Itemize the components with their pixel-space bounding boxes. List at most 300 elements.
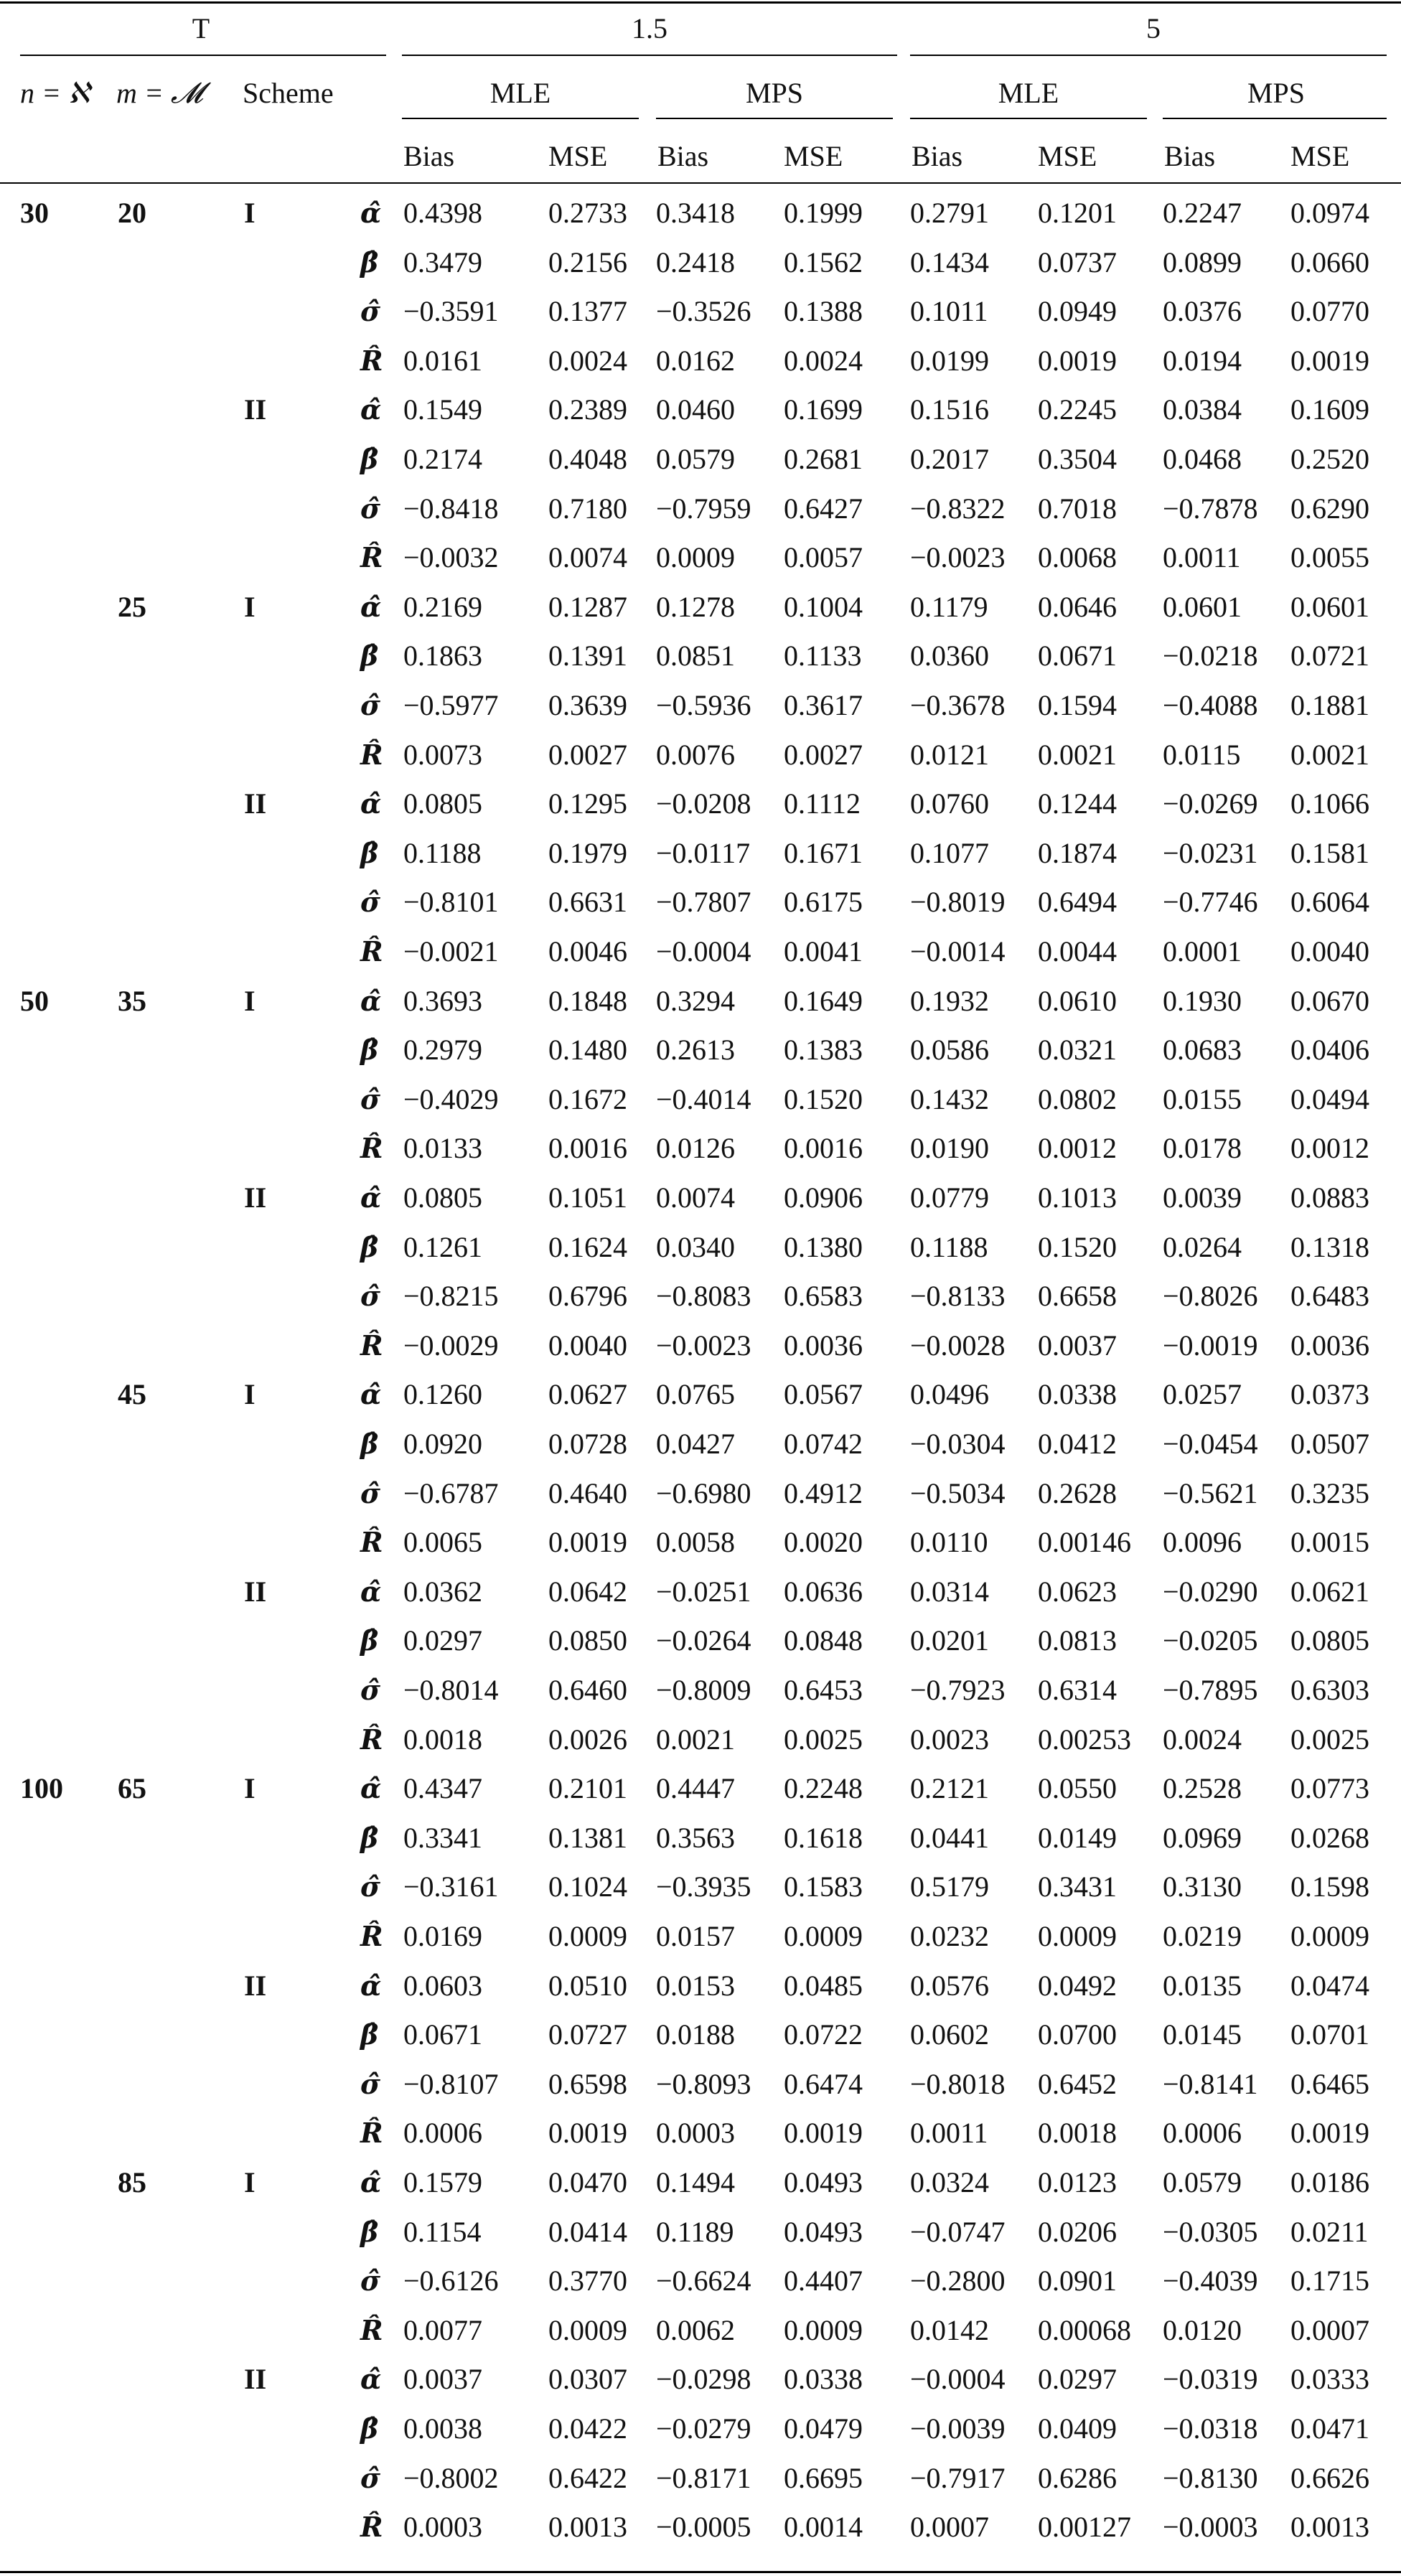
value-cell: −0.8002 [403,2461,499,2494]
value-cell: 0.0384 [1163,393,1242,426]
value-cell: −0.8215 [403,1280,499,1313]
value-cell: 0.0646 [1038,590,1117,623]
value-cell: 0.0338 [784,2363,863,2396]
value-cell: 0.0161 [403,344,482,377]
value-cell: −0.8014 [403,1674,499,1706]
value-cell: −0.0004 [910,2363,1006,2396]
value-cell: 0.1549 [403,393,482,426]
value-cell: −0.7878 [1163,492,1258,525]
value-cell: 0.1244 [1038,787,1117,820]
value-cell: −0.0023 [656,1329,751,1362]
value-cell: 0.0021 [656,1723,735,1756]
scheme-label: I [244,984,256,1017]
header-t-value-1: 1.5 [632,12,667,45]
value-cell: 0.0038 [403,2412,482,2445]
value-cell: 0.0015 [1290,1526,1369,1559]
value-cell: 0.0074 [548,541,627,574]
value-cell: 0.1624 [548,1230,627,1263]
scheme-label: II [244,1181,267,1214]
value-cell: 0.1598 [1290,1870,1369,1903]
value-cell: −0.3161 [403,1870,499,1903]
value-cell: 0.2169 [403,590,482,623]
value-cell: 0.0920 [403,1428,482,1460]
value-cell: 0.0110 [910,1526,988,1559]
value-cell: −0.0305 [1163,2215,1258,2248]
value-cell: 0.0145 [1163,2018,1242,2051]
parameter-symbol: α̂ [360,1575,382,1608]
value-cell: 0.1609 [1290,393,1369,426]
value-cell: 0.6175 [784,886,863,919]
value-cell: 0.6474 [784,2067,863,2100]
value-cell: 0.1004 [784,590,863,623]
parameter-symbol: R̂ [360,738,383,771]
parameter-symbol: σ̂ [360,1082,381,1115]
value-cell: 0.1388 [784,295,863,328]
value-cell: 0.0206 [1038,2215,1117,2248]
sample-size-m: 20 [118,197,146,229]
value-cell: 0.0019 [784,2117,863,2150]
value-cell: 0.0012 [1290,1132,1369,1165]
value-cell: 0.0009 [548,1920,627,1952]
value-cell: 0.0057 [784,541,863,574]
parameter-symbol: α̂ [360,787,382,820]
value-cell: 0.0360 [910,640,989,673]
value-cell: 0.0969 [1163,1821,1242,1854]
value-cell: 0.0121 [910,738,989,771]
value-cell: 0.1594 [1038,689,1117,721]
value-cell: 0.0373 [1290,1378,1369,1411]
value-cell: 0.0362 [403,1575,482,1608]
value-cell: 0.0493 [784,2215,863,2248]
value-cell: −0.0205 [1163,1624,1258,1657]
value-cell: 0.0623 [1038,1575,1117,1608]
header-t-value-2: 5 [1146,12,1161,45]
header-m-label: m = 𝓜 [116,77,203,109]
value-cell: 0.2248 [784,1772,863,1805]
value-cell: 0.2628 [1038,1476,1117,1509]
value-cell: 0.0011 [910,2117,988,2150]
value-cell: 0.0406 [1290,1034,1369,1067]
value-cell: 0.6064 [1290,886,1369,919]
value-cell: 0.0737 [1038,245,1117,278]
value-cell: 0.3294 [656,984,735,1017]
value-cell: −0.3678 [910,689,1006,721]
parameter-symbol: σ̂ [360,295,381,328]
parameter-symbol: α̂ [360,984,382,1017]
value-cell: −0.0318 [1163,2412,1258,2445]
value-cell: 0.0027 [548,738,627,771]
parameter-symbol: R̂ [360,2117,383,2150]
value-cell: 0.0009 [1290,1920,1369,1952]
value-cell: −0.4029 [403,1082,499,1115]
value-cell: 0.0601 [1290,590,1369,623]
value-cell: 0.1863 [403,640,482,673]
value-cell: 0.0019 [548,2117,627,2150]
metric-7: Bias [1164,140,1216,172]
value-cell: 0.3341 [403,1821,482,1854]
value-cell: −0.5936 [656,689,751,721]
value-cell: 0.3563 [656,1821,735,1854]
header-method-1: MLE [489,77,551,109]
value-cell: 0.3617 [784,689,863,721]
value-cell: −0.0117 [656,836,751,869]
value-cell: 0.6286 [1038,2461,1117,2494]
value-cell: 0.6290 [1290,492,1369,525]
sample-size-m: 45 [118,1378,146,1411]
value-cell: 0.0805 [403,1181,482,1214]
header-method-4: MPS [1247,77,1306,109]
parameter-symbol: R̂ [360,1329,383,1362]
parameter-symbol: β̂ [360,1034,379,1067]
value-cell: 0.6658 [1038,1280,1117,1313]
value-cell: −0.8026 [1163,1280,1258,1313]
value-cell: 0.6598 [548,2067,627,2100]
scheme-label: I [244,590,256,623]
value-cell: −0.0005 [656,2511,751,2544]
value-cell: 0.1671 [784,836,863,869]
parameter-symbol: β̂ [360,640,379,673]
value-cell: 0.2613 [656,1034,735,1067]
value-cell: 0.0077 [403,2313,482,2346]
sample-size-n: 30 [20,197,49,229]
value-cell: −0.6624 [656,2264,751,2298]
value-cell: 0.6452 [1038,2067,1117,2100]
value-cell: 0.0199 [910,344,989,377]
value-cell: 0.00068 [1038,2313,1131,2346]
value-cell: 0.1999 [784,197,863,229]
metric-4: MSE [784,140,843,172]
value-cell: 0.0046 [548,935,627,968]
value-cell: 0.2174 [403,443,482,475]
value-cell: −0.0264 [656,1624,751,1657]
value-cell: −0.0019 [1163,1329,1258,1362]
value-cell: 0.0024 [1163,1723,1242,1756]
metric-5: Bias [912,140,963,172]
value-cell: 0.0492 [1038,1969,1117,2002]
value-cell: 0.0802 [1038,1082,1117,1115]
header-n-label: n = ℵ [20,77,90,109]
header-method-2: MPS [745,77,804,109]
value-cell: 0.0012 [1038,1132,1117,1165]
value-cell: −0.0304 [910,1428,1006,1460]
value-cell: 0.0899 [1163,245,1242,278]
value-cell: 0.0211 [1290,2215,1369,2248]
parameter-symbol: R̂ [360,2313,383,2346]
value-cell: 0.4347 [403,1772,482,1805]
parameter-symbol: α̂ [360,2166,382,2198]
value-cell: 0.0186 [1290,2166,1369,2198]
parameter-symbol: σ̂ [360,2067,381,2100]
value-cell: 0.0460 [656,393,735,426]
value-cell: 0.0333 [1290,2363,1369,2396]
value-cell: 0.0190 [910,1132,989,1165]
value-cell: 0.1494 [656,2166,735,2198]
value-cell: 0.6483 [1290,1280,1369,1313]
value-cell: 0.6796 [548,1280,627,1313]
value-cell: 0.0701 [1290,2018,1369,2051]
value-cell: 0.0149 [1038,1821,1117,1854]
value-cell: −0.0032 [403,541,499,574]
value-cell: −0.8171 [656,2461,751,2494]
scheme-label: II [244,787,267,820]
value-cell: 0.1381 [548,1821,627,1854]
value-cell: 0.0041 [784,935,863,968]
value-cell: 0.1432 [910,1082,989,1115]
parameter-symbol: σ̂ [360,689,381,721]
value-cell: 0.2520 [1290,443,1369,475]
value-cell: 0.0728 [548,1428,627,1460]
value-cell: −0.0218 [1163,640,1258,673]
parameter-symbol: α̂ [360,1772,382,1805]
value-cell: 0.1874 [1038,836,1117,869]
value-cell: −0.7923 [910,1674,1006,1706]
value-cell: 0.1583 [784,1870,863,1903]
value-cell: −0.0023 [910,541,1006,574]
value-cell: 0.0721 [1290,640,1369,673]
value-cell: 0.1699 [784,393,863,426]
value-cell: −0.8130 [1163,2461,1258,2494]
value-cell: 0.1189 [656,2215,734,2248]
value-cell: 0.0422 [548,2412,627,2445]
value-cell: 0.0009 [548,2313,627,2346]
value-cell: −0.0454 [1163,1428,1258,1460]
value-cell: −0.4014 [656,1082,751,1115]
value-cell: 0.1011 [910,295,988,328]
value-cell: 0.4407 [784,2264,863,2298]
value-cell: 0.0470 [548,2166,627,2198]
value-cell: −0.8018 [910,2067,1006,2100]
parameter-symbol: α̂ [360,197,382,229]
value-cell: 0.0949 [1038,295,1117,328]
value-cell: 0.0096 [1163,1526,1242,1559]
scheme-label: II [244,1969,267,2002]
value-cell: 0.0007 [1290,2313,1369,2346]
value-cell: 0.0901 [1038,2264,1117,2298]
parameter-symbol: σ̂ [360,492,381,525]
value-cell: 0.6631 [548,886,627,919]
value-cell: 0.1579 [403,2166,482,2198]
value-cell: 0.0850 [548,1624,627,1657]
value-cell: 0.7018 [1038,492,1117,525]
value-cell: 0.6626 [1290,2461,1369,2494]
value-cell: 0.3639 [548,689,627,721]
value-cell: 0.0065 [403,1526,482,1559]
value-cell: 0.1649 [784,984,863,1017]
value-cell: 0.0040 [1290,935,1369,968]
value-cell: 0.0579 [656,443,735,475]
value-cell: 0.5179 [910,1870,989,1903]
value-cell: 0.0642 [548,1575,627,1608]
value-cell: 0.1179 [910,590,988,623]
value-cell: 0.4640 [548,1476,627,1509]
value-cell: −0.0029 [403,1329,499,1362]
value-cell: 0.1391 [548,640,627,673]
value-cell: 0.0297 [403,1624,482,1657]
value-cell: 0.1066 [1290,787,1369,820]
value-cell: 0.0019 [1038,344,1117,377]
value-cell: 0.0026 [548,1723,627,1756]
value-cell: −0.5977 [403,689,499,721]
parameter-symbol: R̂ [360,1132,383,1165]
value-cell: 0.0683 [1163,1034,1242,1067]
value-cell: 0.1562 [784,245,863,278]
sample-size-m: 65 [118,1772,146,1805]
value-cell: 0.0474 [1290,1969,1369,2002]
metric-8: MSE [1290,140,1350,172]
value-cell: 0.3130 [1163,1870,1242,1903]
value-cell: 0.0001 [1163,935,1242,968]
value-cell: 0.4912 [784,1476,863,1509]
value-cell: 0.0427 [656,1428,735,1460]
value-cell: 0.2791 [910,197,989,229]
metric-3: Bias [657,140,709,172]
value-cell: 0.0579 [1163,2166,1242,2198]
parameter-symbol: β̂ [360,836,379,869]
sample-size-m: 25 [118,590,146,623]
value-cell: 0.1188 [403,836,482,869]
value-cell: 0.0760 [910,787,989,820]
value-cell: −0.8418 [403,492,499,525]
value-cell: 0.6422 [548,2461,627,2494]
value-cell: 0.0257 [1163,1378,1242,1411]
value-cell: −0.8083 [656,1280,751,1313]
parameter-symbol: α̂ [360,2363,382,2396]
value-cell: 0.1133 [784,640,862,673]
value-cell: 0.0027 [784,738,863,771]
value-cell: 0.0006 [403,2117,482,2150]
value-cell: 0.0550 [1038,1772,1117,1805]
value-cell: 0.0338 [1038,1378,1117,1411]
value-cell: 0.1077 [910,836,989,869]
value-cell: 0.0722 [784,2018,863,2051]
value-cell: 0.0068 [1038,541,1117,574]
value-cell: 0.0201 [910,1624,989,1657]
value-cell: 0.0178 [1163,1132,1242,1165]
value-cell: 0.0779 [910,1181,989,1214]
value-cell: 0.0493 [784,2166,863,2198]
value-cell: 0.0479 [784,2412,863,2445]
value-cell: 0.4447 [656,1772,735,1805]
value-cell: 0.2245 [1038,393,1117,426]
parameter-symbol: α̂ [360,1181,382,1214]
value-cell: 0.0268 [1290,1821,1369,1854]
value-cell: 0.0765 [656,1378,735,1411]
value-cell: 0.0009 [656,541,735,574]
value-cell: 0.0510 [548,1969,627,2002]
value-cell: 0.0058 [656,1526,735,1559]
value-cell: −0.7746 [1163,886,1258,919]
value-cell: 0.1318 [1290,1230,1369,1263]
value-cell: 0.0036 [784,1329,863,1362]
value-cell: 0.0232 [910,1920,989,1952]
value-cell: 0.0039 [1163,1181,1242,1214]
value-cell: −0.0021 [403,935,499,968]
value-cell: 0.0412 [1038,1428,1117,1460]
value-cell: 0.0007 [910,2511,989,2544]
value-cell: 0.1520 [784,1082,863,1115]
value-cell: 0.2979 [403,1034,482,1067]
value-cell: 0.0805 [1290,1624,1369,1657]
header-t-label: T [192,12,210,45]
value-cell: −0.4039 [1163,2264,1258,2298]
value-cell: −0.7895 [1163,1674,1258,1706]
value-cell: 0.0805 [403,787,482,820]
value-cell: 0.0194 [1163,344,1242,377]
value-cell: −0.0269 [1163,787,1258,820]
value-cell: 0.0496 [910,1378,989,1411]
value-cell: −0.7917 [910,2461,1006,2494]
sample-size-n: 50 [20,984,49,1017]
bottom-rule [0,2571,1401,2573]
value-cell: 0.3418 [656,197,735,229]
value-cell: −0.0298 [656,2363,751,2396]
parameter-symbol: σ̂ [360,2264,381,2298]
value-cell: −0.5621 [1163,1476,1258,1509]
value-cell: 0.1979 [548,836,627,869]
value-cell: 0.0044 [1038,935,1117,968]
value-cell: 0.1024 [548,1870,627,1903]
parameter-symbol: β̂ [360,1230,379,1263]
value-cell: −0.5034 [910,1476,1006,1509]
value-cell: 0.3770 [548,2264,627,2298]
value-cell: 0.0770 [1290,295,1369,328]
value-cell: −0.0004 [656,935,751,968]
scheme-label: II [244,2363,267,2396]
value-cell: −0.0208 [656,787,751,820]
value-cell: 0.0055 [1290,541,1369,574]
value-cell: 0.0307 [548,2363,627,2396]
value-cell: 0.0314 [910,1575,989,1608]
value-cell: 0.2121 [910,1772,989,1805]
value-cell: 0.0074 [656,1181,735,1214]
value-cell: −0.0231 [1163,836,1258,869]
value-cell: 0.0142 [910,2313,989,2346]
value-cell: 0.0003 [403,2511,482,2544]
value-cell: 0.1295 [548,787,627,820]
value-cell: 0.0025 [784,1723,863,1756]
value-cell: 0.2389 [548,393,627,426]
value-cell: 0.1881 [1290,689,1369,721]
value-cell: 0.0409 [1038,2412,1117,2445]
value-cell: 0.1261 [403,1230,482,1263]
value-cell: −0.8133 [910,1280,1006,1313]
value-cell: 0.0671 [403,2018,482,2051]
value-cell: 0.1260 [403,1378,482,1411]
value-cell: 0.0621 [1290,1575,1369,1608]
value-cell: 0.0018 [1038,2117,1117,2150]
value-cell: −0.8093 [656,2067,751,2100]
value-cell: 0.0773 [1290,1772,1369,1805]
value-cell: −0.6787 [403,1476,499,1509]
value-cell: 0.0019 [548,1526,627,1559]
value-cell: 0.0603 [403,1969,482,2002]
header-scheme-label: Scheme [243,77,334,109]
value-cell: 0.0188 [656,2018,735,2051]
value-cell: 0.0610 [1038,984,1117,1017]
value-cell: 0.3235 [1290,1476,1369,1509]
value-cell: −0.8322 [910,492,1006,525]
value-cell: 0.0115 [1163,738,1241,771]
scheme-label: I [244,1772,256,1805]
value-cell: −0.0014 [910,935,1006,968]
value-cell: 0.0024 [548,344,627,377]
parameter-symbol: σ̂ [360,1674,381,1706]
value-cell: −0.0319 [1163,2363,1258,2396]
value-cell: −0.0039 [910,2412,1006,2445]
scheme-label: I [244,2166,256,2198]
parameter-symbol: β̂ [360,1624,379,1657]
value-cell: 0.0727 [548,2018,627,2051]
